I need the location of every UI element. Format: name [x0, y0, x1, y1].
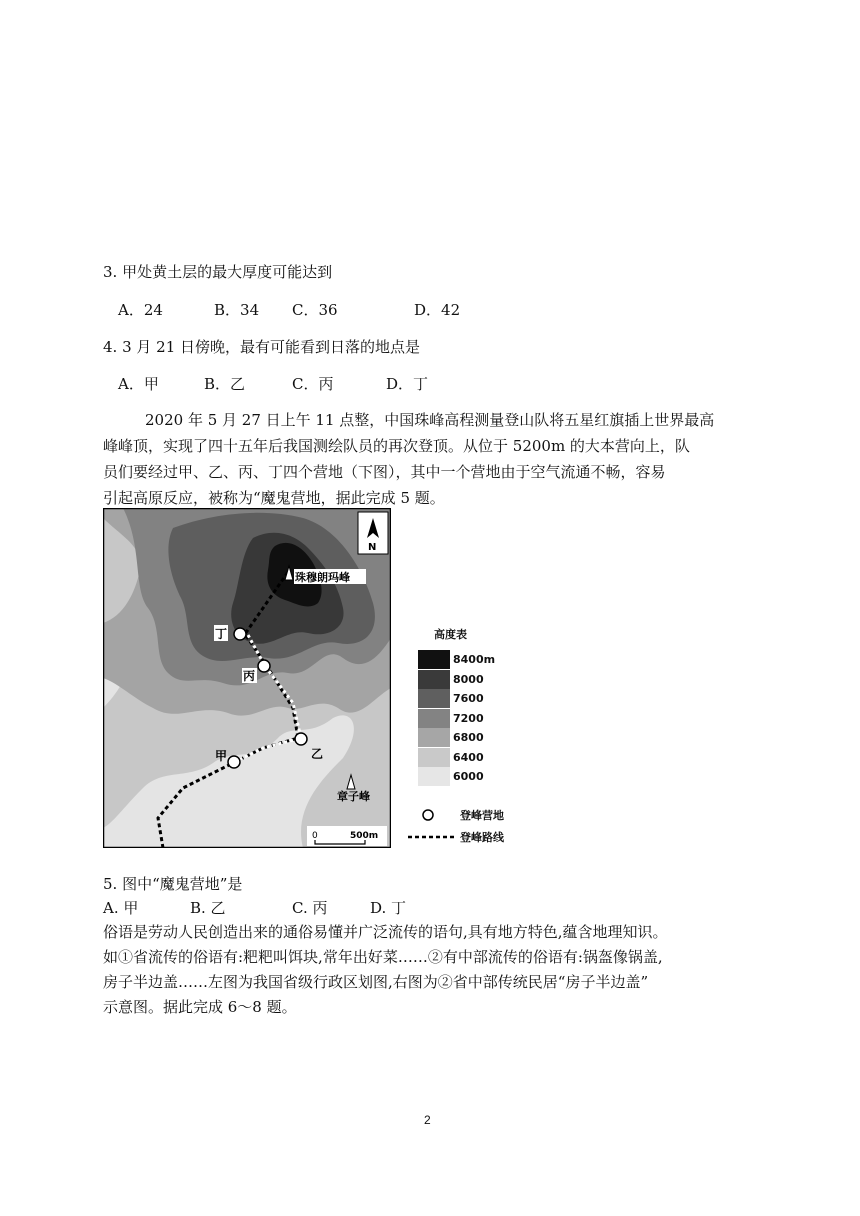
q5-option-a: A. 甲	[103, 899, 139, 917]
camp-yi-label: 乙	[311, 747, 324, 761]
legend-level-label: 8400m	[453, 653, 496, 666]
q5-option-d: D. 丁	[370, 899, 407, 917]
legend-swatch	[418, 689, 450, 708]
q5-option-b: B. 乙	[190, 899, 226, 917]
legend-level-label: 7200	[453, 711, 484, 725]
camp-ding-label: 丁	[215, 627, 228, 641]
legend-swatch	[418, 709, 450, 728]
legend-swatch	[418, 748, 450, 767]
camp-legend-label: 登峰营地	[460, 809, 504, 822]
peak-main-label: 珠穆朗玛峰	[295, 571, 350, 584]
q5-option-c: C. 丙	[292, 899, 328, 917]
north-label: N	[368, 542, 377, 553]
legend-level-label: 6800	[453, 731, 484, 744]
passage1-line: 2020 年 5 月 27 日上午 11 点整，中国珠峰高程测量登山队将五星红旗插上世界最高	[145, 411, 715, 429]
passage2-line: 俗语是劳动人民创造出来的通俗易懂并广泛流传的语句,具有地方特色,蕴含地理知识。	[103, 923, 668, 941]
question-5-stem: 5. 图中“魔鬼营地”是	[103, 875, 243, 893]
peak-side-label: 章子峰	[337, 790, 370, 803]
q3-option-c: C．36	[292, 301, 338, 319]
passage2-line: 示意图。据此完成 6～8 题。	[103, 998, 297, 1016]
legend-swatch	[418, 728, 450, 747]
camp-ding-marker	[234, 628, 246, 640]
legend-level-label: 8000	[453, 672, 484, 686]
question-3-stem: 3. 甲处黄土层的最大厚度可能达到	[103, 263, 333, 281]
legend-swatch	[418, 767, 450, 786]
route-legend-icon	[408, 834, 454, 840]
passage1-line: 引起高原反应，被称为“魔鬼营地，据此完成 5 题。	[103, 489, 445, 507]
q4-option-a: A．甲	[118, 375, 159, 393]
q4-option-b: B．乙	[204, 375, 246, 393]
question-4-stem: 4. 3 月 21 日傍晚，最有可能看到日落的地点是	[103, 338, 421, 356]
elevation-legend	[400, 620, 540, 860]
passage2-line: 如①省流传的俗语有:粑粑叫饵块,常年出好菜……②有中部流传的俗语有:锅盔像锅盖,	[103, 948, 663, 966]
camp-bing-marker	[258, 660, 270, 672]
legend-level-label: 6000	[453, 770, 484, 783]
everest-route-map	[103, 508, 391, 848]
q3-option-b: B．34	[214, 301, 260, 319]
scale-distance-label: 500m	[350, 831, 379, 841]
passage1-line: 员们要经过甲、乙、丙、丁四个营地（下图），其中一个营地由于空气流通不畅，容易	[103, 463, 666, 481]
route-legend-label: 登峰路线	[460, 831, 504, 844]
scale-zero-label: 0	[312, 831, 318, 841]
camp-bing-label: 丙	[243, 669, 256, 683]
legend-level-label: 6400	[453, 750, 484, 764]
legend-level-label: 7600	[453, 692, 484, 705]
passage2-line: 房子半边盖……左图为我国省级行政区划图,右图为②省中部传统民居“房子半边盖”	[103, 973, 649, 991]
camp-jia-label: 甲	[215, 749, 228, 763]
camp-yi-marker	[295, 733, 307, 745]
q4-option-d: D．丁	[386, 375, 429, 393]
legend-swatch	[418, 650, 450, 669]
camp-jia-marker	[228, 756, 240, 768]
q3-option-a: A．24	[118, 301, 163, 319]
q3-option-d: D．42	[414, 301, 461, 319]
q4-option-c: C．丙	[292, 375, 334, 393]
passage1-line: 峰峰顶，实现了四十五年后我国测绘队员的再次登顶。从位于 5200m 的大本营向上，队	[103, 437, 690, 455]
page-number: 2	[424, 1113, 431, 1127]
legend-title: 高度表	[434, 628, 467, 641]
legend-swatch	[418, 670, 450, 689]
camp-legend-icon	[420, 807, 436, 823]
